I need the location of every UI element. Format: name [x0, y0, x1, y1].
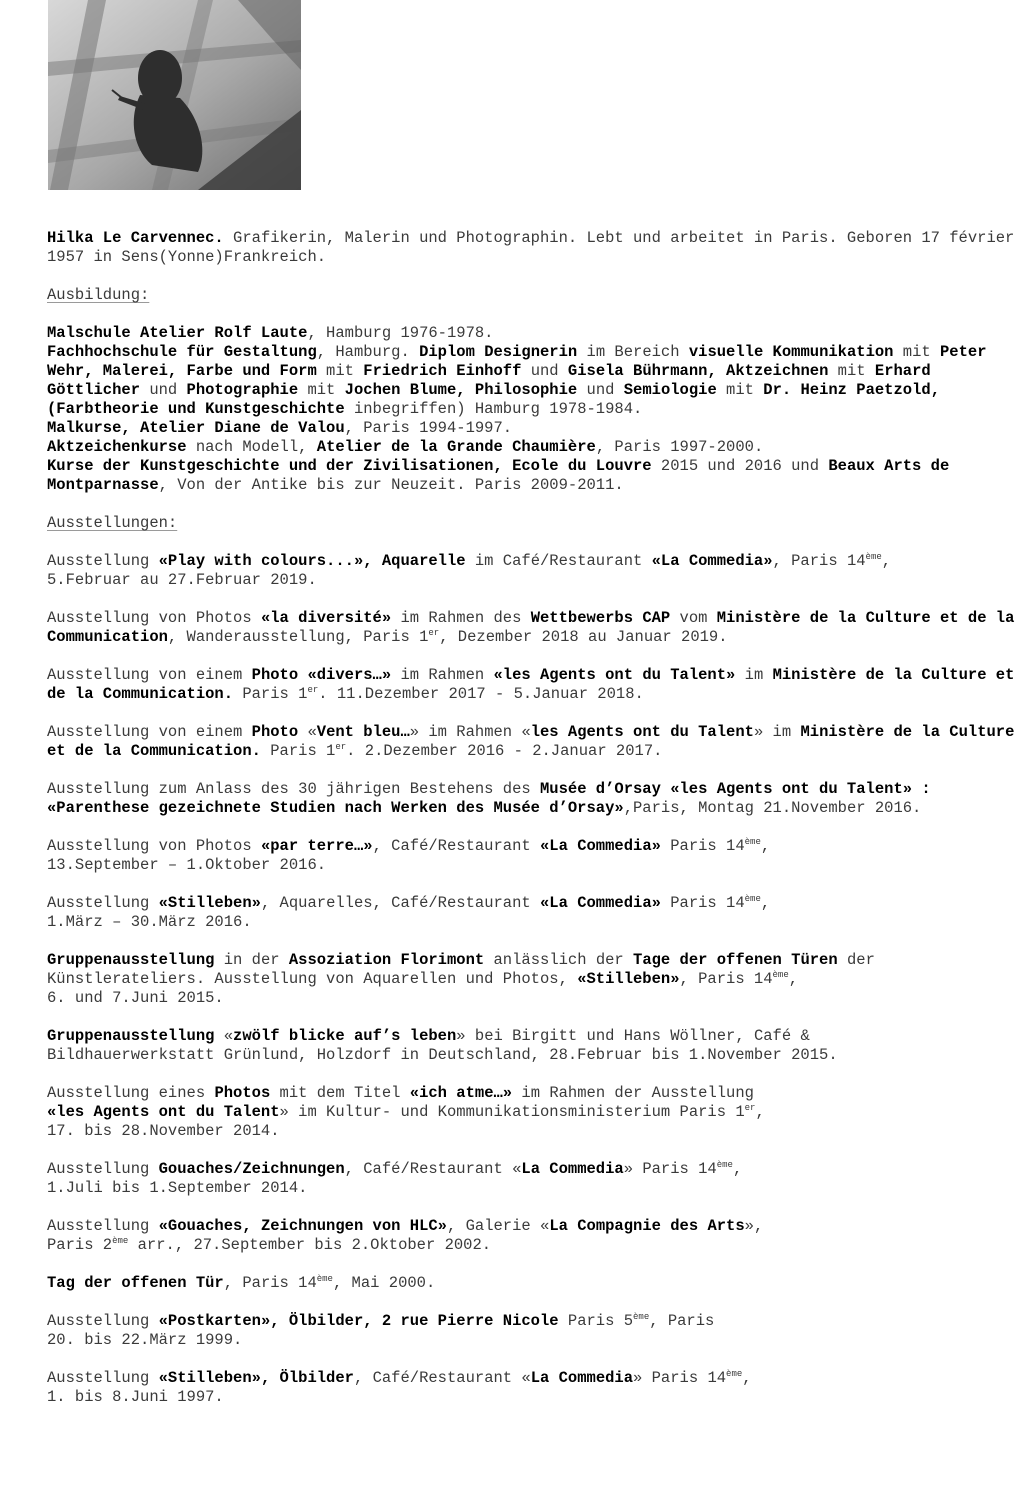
- text-run: Ausstellung: [47, 1312, 159, 1330]
- text-run: Ausstellung von einem: [47, 723, 252, 741]
- text-run: arr., 27.September bis 2.Oktober 2002.: [128, 1236, 492, 1254]
- text-run: Ausstellung von Photos: [47, 609, 261, 627]
- bold-text: «ich atme…»: [409, 1084, 513, 1102]
- bold-text: Semiologie: [623, 381, 717, 399]
- text-run: , Von der Antike bis zur Neuzeit. Paris 2009-2011.: [158, 476, 624, 494]
- text-run: im Bereich: [577, 343, 689, 361]
- exhibition-entry: [47, 780, 1022, 818]
- education-entry: [47, 457, 1022, 495]
- text-run: Ausstellung von Photos: [47, 837, 261, 855]
- bold-text: Jochen Blume, Philosophie: [344, 381, 578, 399]
- exhibition-entry: [47, 1369, 1022, 1407]
- exhibition-entry: [47, 837, 1022, 875]
- bold-text: «La Commedia»: [540, 894, 661, 912]
- superscript: er: [307, 685, 319, 695]
- text-run: im Rahmen: [391, 666, 494, 684]
- text-run: , Hamburg 1976-1978.: [307, 324, 494, 342]
- text-run: vom: [670, 609, 717, 627]
- text-run: ,: [732, 1160, 743, 1178]
- text-run: . 11.Dezember 2017 - 5.Januar 2018.: [318, 685, 644, 703]
- bold-text: Photo: [251, 723, 299, 741]
- text-run: anlässlich der: [484, 951, 634, 969]
- superscript: ème: [726, 1369, 743, 1379]
- text-run: , Paris 14: [772, 552, 866, 570]
- text-run: und: [577, 381, 624, 399]
- exhibition-entry: [47, 1084, 1022, 1141]
- text-run: Ausstellung: [47, 1369, 159, 1387]
- text-run: , Paris: [649, 1312, 715, 1330]
- education-heading: Ausbildung:: [47, 286, 150, 304]
- text-run: » bei Birgitt und Hans Wöllner, Café &: [456, 1027, 810, 1045]
- text-run: mit dem Titel: [270, 1084, 410, 1102]
- bold-text: «les Agents ont du Talent: [47, 1103, 280, 1121]
- bold-text: Tag der offenen Tür: [47, 1274, 224, 1292]
- text-run: ,: [760, 894, 771, 912]
- text-run: Ausstellung eines: [47, 1084, 215, 1102]
- text-run: 13.September – 1.Oktober 2016.: [47, 856, 327, 874]
- text-run: Paris 1: [260, 742, 336, 760]
- text-run: Ausstellung: [47, 552, 159, 570]
- exhibition-entry: [47, 609, 1022, 647]
- text-run: » im Kultur- und Kommunikationsministerium Paris 1: [279, 1103, 745, 1121]
- text-run: , Dezember 2018 au Januar 2019.: [439, 628, 728, 646]
- bold-text: Gouaches/Zeichnungen: [158, 1160, 345, 1178]
- text-run: im Rahmen des: [391, 609, 531, 627]
- bold-text: Gruppenausstellung: [47, 1027, 215, 1045]
- bold-text: «Play with colours...», Aquarelle: [158, 552, 466, 570]
- bold-text: Ministère de la Culture et de la Communication.: [47, 723, 1015, 760]
- superscript: ème: [112, 1236, 129, 1246]
- education-list: [47, 324, 1022, 495]
- text-run: Ausstellung: [47, 894, 159, 912]
- text-run: , Mai 2000.: [332, 1274, 436, 1292]
- text-run: mit: [316, 362, 364, 380]
- text-run: 6. und 7.Juni 2015.: [47, 989, 224, 1007]
- text-run: ,: [881, 552, 892, 570]
- text-run: mit: [298, 381, 345, 399]
- text-run: Paris 14: [660, 894, 745, 912]
- text-run: » im: [753, 723, 801, 741]
- bold-text: Kurse der Kunstgeschichte und der Zivilisationen, Ecole du Louvre: [47, 457, 652, 475]
- superscript: er: [428, 628, 440, 638]
- text-run: ,: [788, 970, 799, 988]
- text-run: 1.Juli bis 1.September 2014.: [47, 1179, 308, 1197]
- text-run: ,: [742, 1369, 752, 1387]
- text-run: Paris 1: [233, 685, 308, 703]
- bold-text: Ministère de la Culture et de la Communication.: [47, 666, 1015, 703]
- bold-text: Aktzeichenkurse: [47, 438, 187, 456]
- exhibition-entry: [47, 1274, 1022, 1293]
- bold-text: «La Commedia»: [540, 837, 661, 855]
- bold-text: Gisela Bührmann, Aktzeichnen: [567, 362, 829, 380]
- text-run: inbegriffen) Hamburg 1978-1984.: [344, 400, 643, 418]
- bold-text: Fachhochschule für Gestaltung: [47, 343, 317, 361]
- text-run: 2015 und 2016 und: [651, 457, 829, 475]
- bold-text: «Stilleben», Ölbilder: [158, 1369, 354, 1387]
- bold-text: La Compagnie des Arts: [549, 1217, 745, 1235]
- text-run: , Aquarelles, Café/Restaurant: [260, 894, 540, 912]
- text-run: Bildhauerwerkstatt Grünlund, Holzdorf in Deutschland, 28.Februar bis 1.November 2015.: [47, 1046, 838, 1064]
- text-run: , Café/Restaurant «: [353, 1369, 531, 1387]
- superscript: er: [744, 1103, 756, 1113]
- bold-text: Erhard Göttlicher: [47, 362, 931, 399]
- bold-text: «par terre…»: [260, 837, 373, 855]
- text-run: , Paris 1994-1997.: [344, 419, 513, 437]
- bold-text: Malkurse, Atelier Diane de Valou: [47, 419, 345, 437]
- intro-paragraph: [47, 229, 1022, 267]
- text-run: ,Paris, Montag 21.November 2016.: [623, 799, 922, 817]
- intro-text: Grafikerin, Malerin und Photographin. Lebt und arbeitet in Paris. Geboren 17 février 1957 in Sens(Yonne)Frankreich.: [47, 229, 1015, 266]
- bold-text: «les Agents ont du Talent»: [493, 666, 736, 684]
- exhibition-list: [47, 552, 1022, 1407]
- text-run: Paris 2: [47, 1236, 113, 1254]
- bold-text: Wettbewerbs CAP: [530, 609, 671, 627]
- text-run: Paris 14: [660, 837, 745, 855]
- exhibition-entry: [47, 552, 1022, 590]
- bold-text: «la diversité»: [260, 609, 392, 627]
- bold-text: les Agents ont du Talent: [530, 723, 754, 741]
- text-run: Ausstellung: [47, 1160, 159, 1178]
- superscript: ème: [744, 894, 761, 904]
- bold-text: La Commedia: [530, 1369, 634, 1387]
- portrait-photo: [48, 0, 301, 190]
- text-run: , Paris 1997-2000.: [595, 438, 764, 456]
- text-run: im Café/Restaurant: [465, 552, 652, 570]
- text-run: mit: [893, 343, 940, 361]
- text-run: » im Rahmen «: [409, 723, 531, 741]
- text-run: , Wanderausstellung, Paris 1: [167, 628, 429, 646]
- text-run: in der: [214, 951, 289, 969]
- bold-text: Musée d’Orsay «les Agents ont du Talent» :: [539, 780, 931, 798]
- text-run: , Paris 14: [679, 970, 773, 988]
- bold-text: zwölf blicke auf’s leben: [233, 1027, 457, 1045]
- text-run: 20. bis 22.März 1999.: [47, 1331, 243, 1349]
- text-run: » Paris 14: [633, 1369, 727, 1387]
- text-run: , Paris 14: [223, 1274, 317, 1292]
- superscript: ème: [744, 837, 761, 847]
- text-run: und: [140, 381, 187, 399]
- superscript: ème: [633, 1312, 650, 1322]
- text-run: Paris 5: [558, 1312, 634, 1330]
- superscript: ème: [865, 552, 882, 562]
- bold-text: Ministère de la Culture et de la Communication: [47, 609, 1015, 646]
- text-run: Ausstellung von einem: [47, 666, 252, 684]
- text-run: ,: [760, 837, 771, 855]
- exhibition-entry: [47, 951, 1022, 1008]
- text-run: ,: [755, 1103, 765, 1121]
- bold-text: Dr. Heinz Paetzold,(Farbtheorie und Kunstgeschichte: [47, 381, 940, 418]
- exhibition-entry: [47, 1160, 1022, 1198]
- biography: [47, 229, 1022, 1426]
- bold-text: Diplom Designerin: [419, 343, 578, 361]
- text-run: mit: [828, 362, 875, 380]
- exhibition-entry: [47, 894, 1022, 932]
- text-run: , Galerie «: [446, 1217, 550, 1235]
- text-run: . 2.Dezember 2016 - 2.Januar 2017.: [346, 742, 663, 760]
- text-run: , Hamburg.: [316, 343, 420, 361]
- exhibition-entry: [47, 723, 1022, 761]
- bold-text: «Gouaches, Zeichnungen von HLC»: [158, 1217, 447, 1235]
- bold-text: Vent bleu…: [316, 723, 410, 741]
- text-run: » Paris 14: [623, 1160, 717, 1178]
- text-run: der Künstlerateliers. Ausstellung von Aquarellen und Photos,: [47, 951, 875, 988]
- bold-text: Assoziation Florimont: [288, 951, 485, 969]
- exhibition-entry: [47, 666, 1022, 704]
- text-run: nach Modell,: [186, 438, 317, 456]
- text-run: , Café/Restaurant «: [344, 1160, 522, 1178]
- superscript: ème: [772, 970, 789, 980]
- bold-text: Friedrich Einhoff: [363, 362, 522, 380]
- text-run: «: [214, 1027, 234, 1045]
- exhibitions-heading: Ausstellungen:: [47, 514, 178, 532]
- bold-text: Tage der offenen Türen: [633, 951, 838, 969]
- education-entry: [47, 419, 1022, 438]
- bold-text: «Stilleben»: [158, 894, 261, 912]
- bold-text: Peter Wehr, Malerei, Farbe und Form: [47, 343, 987, 380]
- bold-text: «Postkarten», Ölbilder, 2 rue Pierre Nicole: [158, 1312, 559, 1330]
- bold-text: Atelier de la Grande Chaumière: [316, 438, 596, 456]
- text-run: und: [521, 362, 568, 380]
- artist-name: Hilka Le Carvennec.: [47, 229, 224, 247]
- bold-text: La Commedia: [521, 1160, 624, 1178]
- bold-text: Photo «divers…»: [251, 666, 392, 684]
- exhibition-entry: [47, 1312, 1022, 1350]
- text-run: 5.Februar au 27.Februar 2019.: [47, 571, 317, 589]
- text-run: Ausstellung zum Anlass des 30 jährigen Bestehens des: [47, 780, 540, 798]
- exhibition-entry: [47, 1027, 1022, 1065]
- text-run: 1. bis 8.Juni 1997.: [47, 1388, 224, 1406]
- bold-text: «La Commedia»: [651, 552, 773, 570]
- text-run: «: [298, 723, 317, 741]
- text-run: , Café/Restaurant: [372, 837, 540, 855]
- text-run: 1.März – 30.März 2016.: [47, 913, 252, 931]
- text-run: »,: [744, 1217, 764, 1235]
- text-run: mit: [716, 381, 764, 399]
- bold-text: Beaux Arts de Montparnasse: [47, 457, 950, 494]
- text-run: im Rahmen der Ausstellung: [512, 1084, 754, 1102]
- education-entry: [47, 324, 1022, 343]
- bold-text: «Parenthese gezeichnete Studien nach Werken des Musée d’Orsay»: [47, 799, 624, 817]
- education-entry: [47, 438, 1022, 457]
- text-run: Ausstellung: [47, 1217, 159, 1235]
- education-entry: [47, 343, 1022, 419]
- text-run: im: [735, 666, 773, 684]
- bold-text: «Stilleben»: [577, 970, 680, 988]
- superscript: ème: [716, 1160, 733, 1170]
- exhibition-entry: [47, 1217, 1022, 1255]
- superscript: er: [335, 742, 347, 752]
- bold-text: Photographie: [186, 381, 299, 399]
- superscript: ème: [316, 1274, 333, 1284]
- bold-text: Gruppenausstellung: [47, 951, 215, 969]
- bold-text: visuelle Kommunikation: [688, 343, 894, 361]
- bold-text: Photos: [214, 1084, 271, 1102]
- bold-text: Malschule Atelier Rolf Laute: [47, 324, 308, 342]
- text-run: 17. bis 28.November 2014.: [47, 1122, 280, 1140]
